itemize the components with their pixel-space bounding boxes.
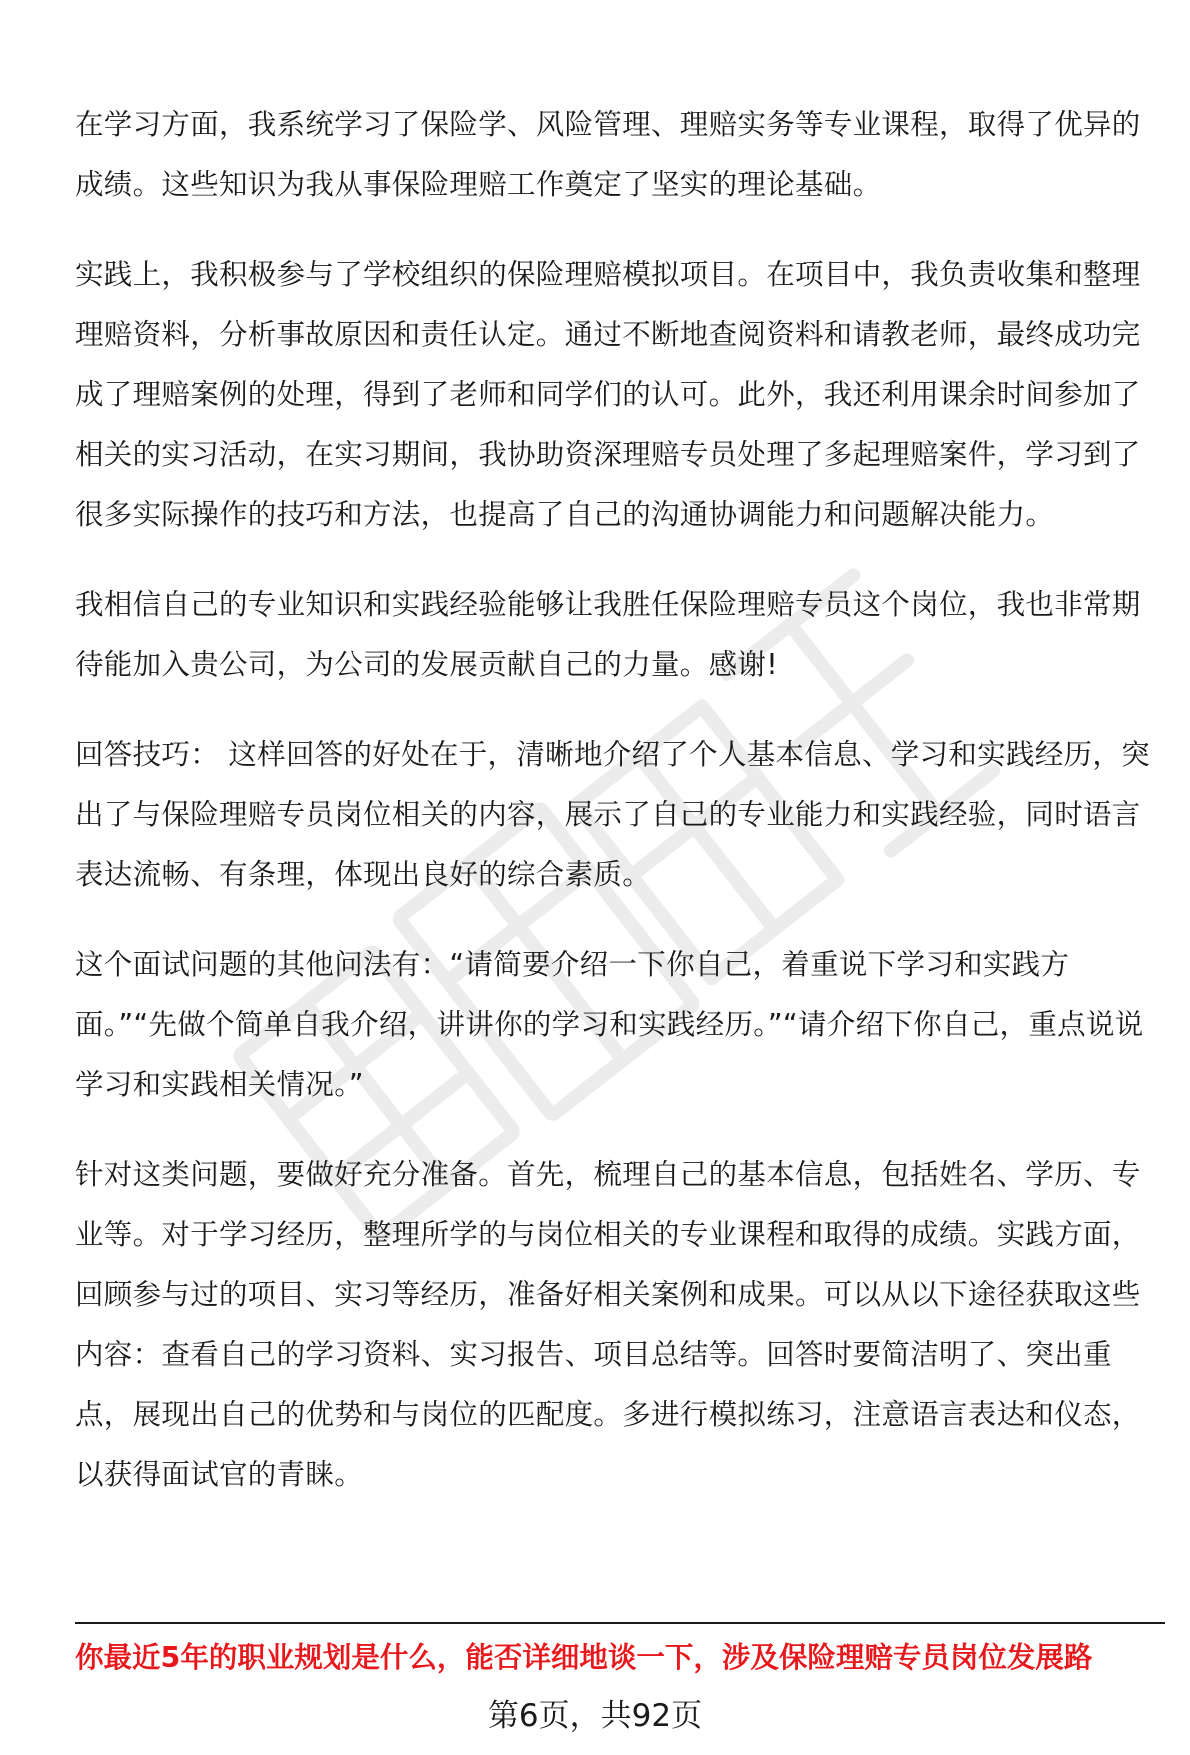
paragraph-practice: 实践上，我积极参与了学校组织的保险理赔模拟项目。在项目中，我负责收集和整理理赔资料，分析事故原因和责任认定。通过不断地查阅资料和请教老师，最终成功完成了理赔案例的处理，得到了老师和同学们的认可。此外，我还利用课余时间参加了相关的实习活动，在实习期间，我协助资深理赔专员处理了多起理赔案件，学习到了很多实际操作的技巧和方法，也提高了自己的沟通协调能力和问题解决能力。 xyxy=(75,258,1141,531)
paragraph-study: 在学习方面，我系统学习了保险学、风险管理、理赔实务等专业课程，取得了优异的成绩。这些知识为我从事保险理赔工作奠定了坚实的理论基础。 xyxy=(75,108,1141,201)
paragraph-answer-tips: 回答技巧： 这样回答的好处在于，清晰地介绍了个人基本信息、学习和实践经历，突出了与保险理赔专员岗位相关的内容，展示了自己的专业能力和实践经验，同时语言表达流畅、有条理，体现出良好的综合素质。 xyxy=(75,738,1150,891)
paragraph-alternative-questions: 这个面试问题的其他问法有：“请简要介绍一下你自己，着重说下学习和实践方面。”“先做个简单自我介绍，讲讲你的学习和实践经历。”“请介绍下你自己，重点说说学习和实践相关情况。” xyxy=(75,948,1144,1101)
page-number: 第6页，共92页 xyxy=(487,1698,703,1734)
document-body xyxy=(75,95,1155,1535)
paragraph-preparation-advice: 针对这类问题，要做好充分准备。首先，梳理自己的基本信息，包括姓名、学历、专业等。对于学习经历，整理所学的与岗位相关的专业课程和取得的成绩。实践方面，回顾参与过的项目、实习等经历，准备好相关案例和成果。可以从以下途径获取这些内容：查看自己的学习资料、实习报告、项目总结等。回答时要简洁明了、突出重点，展现出自己的优势和与岗位的匹配度。多进行模拟练习，注意语言表达和仪态，以获得面试官的青睐。 xyxy=(75,1158,1141,1491)
next-question-heading: 你最近5年的职业规划是什么，能否详细地谈一下，涉及保险理赔专员岗位发展路 xyxy=(75,1641,1093,1674)
paragraph-conclusion: 我相信自己的专业知识和实践经验能够让我胜任保险理赔专员这个岗位，我也非常期待能加入贵公司，为公司的发展贡献自己的力量。感谢! xyxy=(75,588,1141,681)
section-divider xyxy=(75,1622,1165,1624)
